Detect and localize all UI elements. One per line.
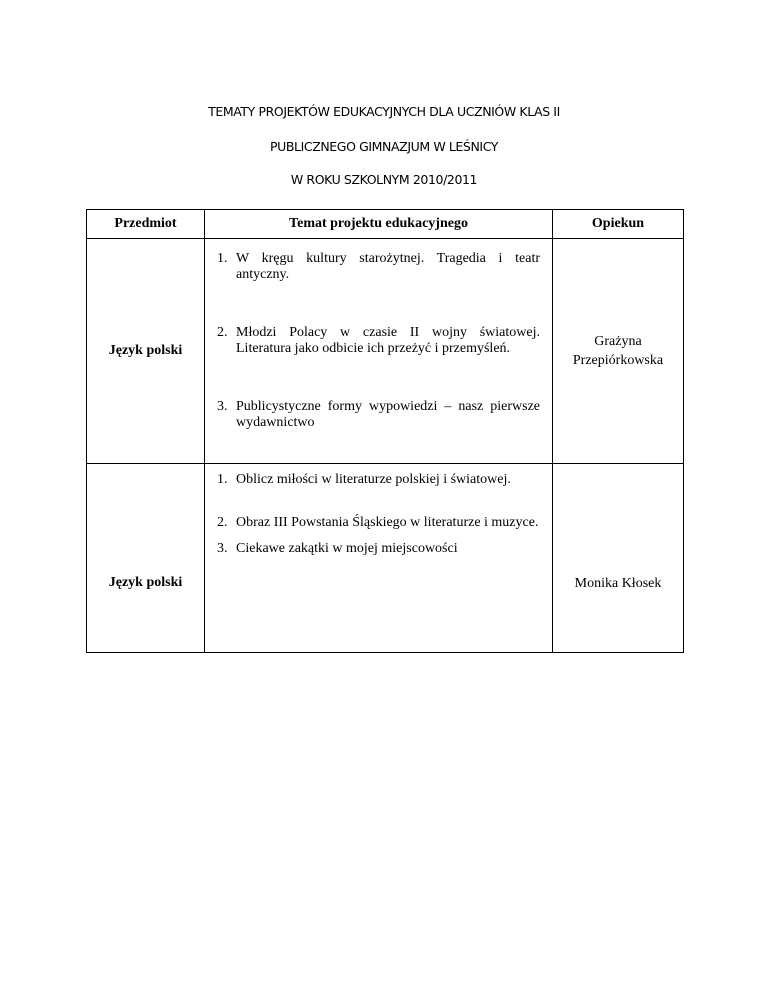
topic-number: 2. bbox=[217, 515, 228, 530]
column-header-topic: Temat projektu edukacyjnego bbox=[205, 210, 553, 239]
topic-item bbox=[205, 251, 552, 283]
guardian-name: Grażyna Przepiórkowska bbox=[572, 334, 664, 368]
topic-number: 1. bbox=[217, 251, 228, 266]
projects-table bbox=[86, 209, 684, 653]
subject-label: Język polski bbox=[108, 575, 183, 590]
table-row bbox=[87, 464, 684, 653]
document-title-line-2: PUBLICZNEGO GIMNAZJUM W LEŚNICY bbox=[269, 139, 499, 154]
topic-number: 1. bbox=[217, 472, 228, 487]
guardian-cell bbox=[553, 464, 684, 653]
guardian-name: Monika Kłosek bbox=[574, 575, 662, 591]
topic-item bbox=[205, 472, 552, 488]
subject-cell bbox=[87, 464, 205, 653]
subject-cell: Język polski bbox=[87, 239, 205, 464]
topic-text: W kręgu kultury starożytnej. Tragedia i teatr antyczny. bbox=[236, 251, 540, 282]
topics-cell bbox=[205, 464, 553, 653]
column-header-subject: Przedmiot bbox=[87, 210, 205, 239]
topic-number: 3. bbox=[217, 541, 228, 556]
guardian-cell bbox=[553, 239, 684, 464]
topic-text: Ciekawe zakątki w mojej miejscowości bbox=[236, 541, 458, 556]
topic-item bbox=[205, 325, 552, 357]
table-row bbox=[87, 239, 684, 464]
table-header-row bbox=[87, 210, 684, 239]
topic-text: Obraz III Powstania Śląskiego w literaturze i muzyce. bbox=[236, 515, 539, 530]
topic-number: 3. bbox=[217, 399, 228, 414]
topics-cell bbox=[205, 239, 553, 464]
topic-item bbox=[205, 399, 552, 431]
topic-text: Oblicz miłości w literaturze polskiej i światowej. bbox=[236, 472, 511, 487]
column-header-guardian: Opiekun bbox=[553, 210, 684, 239]
topic-text: Publicystyczne formy wypowiedzi – nasz pierwsze wydawnictwo bbox=[236, 399, 540, 430]
topic-text: Młodzi Polacy w czasie II wojny światowej. Literatura jako odbicie ich przeżyć i przemyśleń. bbox=[236, 325, 540, 356]
document-title-line-1: TEMATY PROJEKTÓW EDUKACYJNYCH DLA UCZNIÓW KLAS II bbox=[208, 104, 560, 119]
topic-number: 2. bbox=[217, 325, 228, 340]
topic-item bbox=[205, 515, 552, 531]
topic-item bbox=[205, 541, 552, 557]
document-title-line-3: W ROKU SZKOLNYM 2010/2011 bbox=[290, 172, 478, 187]
